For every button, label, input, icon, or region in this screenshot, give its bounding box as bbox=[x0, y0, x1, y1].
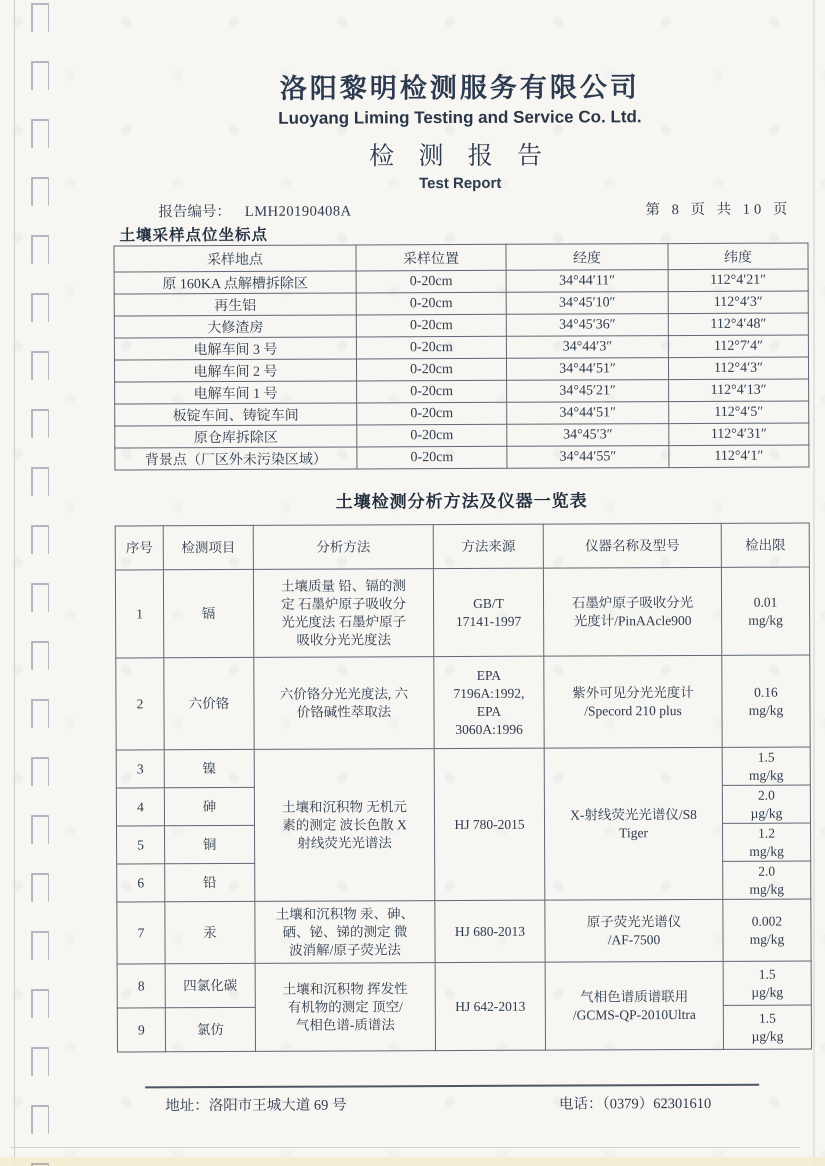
site-cell: 原 160KA 点解槽拆除区 bbox=[114, 271, 356, 294]
instrument-cell: X-射线荧光光谱仪/S8 Tiger bbox=[544, 748, 723, 901]
table-row bbox=[115, 379, 809, 404]
report-title-en: Test Report bbox=[419, 175, 502, 193]
method-cell: 土壤和沉积物 挥发性 有机物的测定 顶空/ 气相色谱-质谱法 bbox=[255, 963, 435, 1052]
method-cell: 六价铬分光光度法, 六 价铬碱性萃取法 bbox=[254, 657, 434, 750]
scan-edge-line bbox=[14, 0, 15, 1166]
instrument-cell: 石墨炉原子吸收分光 光度计/PinAAcle900 bbox=[543, 568, 721, 657]
longitude-cell: 34°44′55″ bbox=[507, 446, 669, 469]
limit-cell: 2.0 µg/kg bbox=[722, 785, 810, 823]
footer-text-row bbox=[117, 1086, 811, 1116]
binding-hole bbox=[31, 1047, 49, 1076]
source-cell: EPA 7196A:1992, EPA 3060A:1996 bbox=[434, 657, 544, 749]
latitude-cell: 112°4′3″ bbox=[668, 357, 808, 380]
site-cell: 原仓库拆除区 bbox=[115, 425, 357, 448]
longitude-cell: 34°45′36″ bbox=[506, 314, 668, 337]
position-cell: 0-20cm bbox=[357, 403, 507, 426]
longitude-cell: 34°44′3″ bbox=[506, 336, 668, 359]
table-row bbox=[116, 747, 810, 788]
position-cell: 0-20cm bbox=[356, 337, 506, 360]
table-row bbox=[114, 357, 808, 382]
limit-cell: 0.16 mg/kg bbox=[722, 655, 810, 747]
no-cell: 8 bbox=[117, 964, 165, 1008]
report-meta-row bbox=[113, 198, 807, 222]
longitude-cell: 34°45′21″ bbox=[507, 380, 669, 403]
table-row bbox=[114, 335, 808, 360]
no-cell: 6 bbox=[117, 864, 165, 902]
latitude-cell: 112°4′1″ bbox=[669, 445, 809, 468]
coordinates-section-title: 土壤采样点位坐标点 bbox=[119, 227, 268, 245]
table-row bbox=[114, 269, 808, 294]
item-cell: 铅 bbox=[165, 864, 255, 902]
site-cell: 再生铝 bbox=[114, 293, 356, 316]
longitude-cell: 34°44′11″ bbox=[506, 270, 668, 293]
report-header bbox=[113, 70, 808, 193]
binding-hole bbox=[31, 3, 49, 32]
binding-hole bbox=[31, 757, 49, 786]
table-row bbox=[114, 313, 808, 338]
latitude-cell: 112°7′4″ bbox=[668, 335, 808, 358]
instrument-cell: 气相色谱质谱联用 /GCMS-QP-2010Ultra bbox=[545, 962, 723, 1051]
item-cell: 镉 bbox=[163, 570, 253, 658]
table-row bbox=[115, 445, 809, 470]
coordinates-table bbox=[113, 243, 809, 471]
report-number-group bbox=[158, 200, 351, 222]
method-cell: 土壤质量 铅、镉的测 定 石墨炉原子吸收分 光光度法 石墨炉原子 吸收分光光度法 bbox=[253, 569, 433, 658]
site-cell: 电解车间 3 号 bbox=[114, 337, 356, 360]
longitude-cell: 34°45′3″ bbox=[507, 424, 669, 447]
column-header-instrument: 仪器名称及型号 bbox=[543, 524, 721, 569]
report-number-label: 报告编号： bbox=[158, 204, 231, 221]
binding-hole bbox=[31, 1105, 49, 1134]
site-cell: 大修渣房 bbox=[114, 315, 356, 338]
methods-section-title: 土壤检测分析方法及仪器一览表 bbox=[335, 491, 588, 512]
position-cell: 0-20cm bbox=[356, 359, 506, 382]
limit-cell: 1.5 mg/kg bbox=[722, 747, 810, 785]
limit-cell: 2.0 mg/kg bbox=[723, 861, 811, 899]
table-row bbox=[115, 567, 809, 658]
position-cell: 0-20cm bbox=[357, 425, 507, 448]
binding-hole bbox=[31, 177, 49, 206]
item-cell: 镍 bbox=[164, 750, 254, 788]
method-cell: 土壤和沉积物 无机元 素的测定 波长色散 X 射线荧光光谱法 bbox=[254, 749, 435, 902]
no-cell: 4 bbox=[116, 788, 164, 826]
source-cell: HJ 642-2013 bbox=[435, 963, 545, 1051]
report-footer bbox=[117, 1084, 811, 1116]
no-cell: 1 bbox=[115, 570, 163, 658]
binding-hole bbox=[31, 641, 49, 670]
binding-hole bbox=[31, 931, 49, 960]
binding-hole bbox=[31, 409, 49, 438]
position-cell: 0-20cm bbox=[357, 447, 507, 470]
position-cell: 0-20cm bbox=[357, 381, 507, 404]
binding-hole bbox=[31, 293, 49, 322]
column-header-latitude: 纬度 bbox=[668, 243, 808, 270]
company-name: 洛阳黎明检测服务有限公司 bbox=[279, 72, 640, 104]
column-header-source: 方法来源 bbox=[433, 525, 543, 569]
scan-bottom-strip bbox=[0, 1157, 825, 1166]
latitude-cell: 112°4′31″ bbox=[669, 423, 809, 446]
table-row bbox=[117, 899, 811, 964]
source-cell: HJ 780-2015 bbox=[434, 749, 545, 901]
company-name-en: Luoyang Liming Testing and Service Co. Ltd. bbox=[278, 107, 642, 129]
binding-hole bbox=[31, 235, 49, 264]
item-cell: 四氯化碳 bbox=[165, 964, 255, 1008]
site-cell: 电解车间 2 号 bbox=[114, 359, 356, 382]
position-cell: 0-20cm bbox=[356, 315, 506, 338]
report-title: 检 测 报 告 bbox=[369, 142, 552, 171]
item-cell: 汞 bbox=[165, 902, 255, 964]
limit-cell: 1.2 mg/kg bbox=[723, 823, 811, 861]
table-header-row bbox=[115, 523, 809, 570]
column-header-item: 检测项目 bbox=[163, 526, 253, 570]
item-cell: 氯仿 bbox=[165, 1008, 255, 1052]
table-row bbox=[115, 423, 809, 448]
methods-table bbox=[115, 523, 812, 1053]
instrument-cell: 原子荧光光谱仪 /AF-7500 bbox=[545, 900, 723, 963]
column-header-limit: 检出限 bbox=[721, 523, 809, 567]
report-content bbox=[113, 70, 812, 1115]
position-cell: 0-20cm bbox=[356, 293, 506, 316]
longitude-cell: 34°44′51″ bbox=[507, 402, 669, 425]
longitude-cell: 34°44′51″ bbox=[506, 358, 668, 381]
column-header-method: 分析方法 bbox=[253, 525, 433, 570]
instrument-cell: 紫外可见分光光度计 /Specord 210 plus bbox=[544, 656, 722, 749]
longitude-cell: 34°45′10″ bbox=[506, 292, 668, 315]
site-cell: 电解车间 1 号 bbox=[115, 381, 357, 404]
table-row bbox=[116, 655, 810, 750]
binding-hole bbox=[31, 467, 49, 496]
binding-hole bbox=[31, 815, 49, 844]
binding-hole bbox=[31, 989, 49, 1018]
report-number: LMH20190408A bbox=[244, 203, 352, 221]
limit-cell: 0.002 mg/kg bbox=[723, 899, 811, 961]
limit-cell: 0.01 mg/kg bbox=[721, 567, 809, 655]
method-cell: 土壤和沉积物 汞、砷、 硒、铋、锑的测定 微 波消解/原子荧光法 bbox=[255, 901, 435, 964]
source-cell: GB/T 17141-1997 bbox=[433, 569, 543, 657]
binding-hole bbox=[31, 873, 49, 902]
no-cell: 2 bbox=[116, 658, 164, 750]
binding-hole bbox=[31, 583, 49, 612]
no-cell: 9 bbox=[117, 1008, 165, 1052]
footer-address: 地址：洛阳市王城大道 69 号 bbox=[165, 1097, 347, 1115]
latitude-cell: 112°4′3″ bbox=[668, 291, 808, 314]
no-cell: 7 bbox=[117, 902, 165, 964]
table-header-row bbox=[114, 243, 808, 272]
scan-bottom-line bbox=[10, 1147, 800, 1148]
footer-phone: 电话：（0379）62301610 bbox=[558, 1096, 712, 1113]
page-indicator: 第 8 页 共 10 页 bbox=[645, 201, 792, 219]
latitude-cell: 112°4′13″ bbox=[669, 379, 809, 402]
no-cell: 5 bbox=[117, 826, 165, 864]
column-header-longitude: 经度 bbox=[506, 244, 668, 271]
binding-hole bbox=[31, 699, 49, 728]
column-header-no: 序号 bbox=[115, 526, 163, 570]
site-cell: 背景点（厂区外未污染区域） bbox=[115, 447, 357, 470]
binding-hole bbox=[31, 119, 49, 148]
column-header-site: 采样地点 bbox=[114, 245, 356, 272]
table-row bbox=[114, 291, 808, 316]
no-cell: 3 bbox=[116, 750, 164, 788]
source-cell: HJ 680-2013 bbox=[435, 901, 545, 963]
site-cell: 板锭车间、铸锭车间 bbox=[115, 403, 357, 426]
limit-cell: 1.5 µg/kg bbox=[723, 1005, 811, 1049]
column-header-position: 采样位置 bbox=[356, 245, 506, 272]
table-row bbox=[115, 401, 809, 426]
position-cell: 0-20cm bbox=[356, 271, 506, 294]
latitude-cell: 112°4′48″ bbox=[668, 313, 808, 336]
binding-hole bbox=[31, 351, 49, 380]
page-right-edge bbox=[813, 0, 815, 1166]
table-row bbox=[117, 961, 811, 1008]
limit-cell: 1.5 µg/kg bbox=[723, 961, 811, 1005]
latitude-cell: 112°4′5″ bbox=[669, 401, 809, 424]
item-cell: 砷 bbox=[164, 788, 254, 826]
binding-hole bbox=[31, 61, 49, 90]
item-cell: 铜 bbox=[165, 826, 255, 864]
latitude-cell: 112°4′21″ bbox=[668, 269, 808, 292]
binding-hole bbox=[31, 525, 49, 554]
item-cell: 六价铬 bbox=[164, 658, 254, 750]
binding-holes-column bbox=[31, 3, 51, 1166]
